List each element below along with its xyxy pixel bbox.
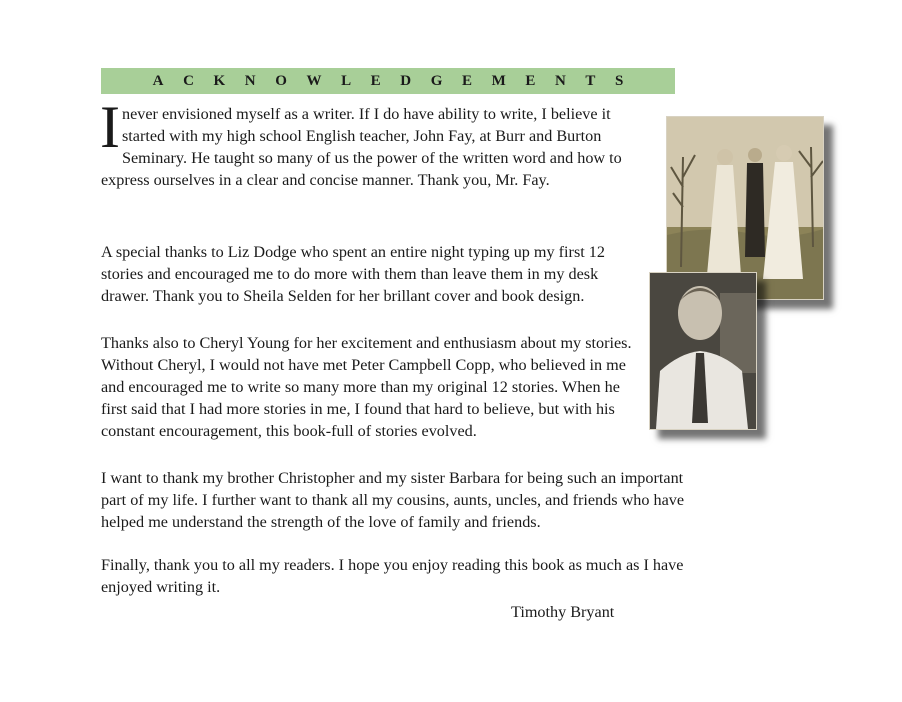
boy-portrait-illustration [650,273,756,429]
paragraph-5: Finally, thank you to all my readers. I hope you enjoy reading this book as much as I have enjoyed writing it. [101,556,684,597]
paragraph-2: A special thanks to Liz Dodge who spent an entire night typing up my first 12 stories and encouraged me to do more with them than leave them in my desk drawer. Thank you to Sheila Selden for her brillant cover and book design. [101,243,605,306]
page-title: ACKNOWLEDGEMENTS [152,72,643,89]
heading-bar [101,68,675,94]
paragraph-4: I want to thank my brother Christopher and my sister Barbara for being such an important part of my life. I further want to thank all my cousins, aunts, uncles, and friends who have helped me understand the strength of the love of family and friends. [101,469,685,532]
boy-portrait-photo [649,272,757,430]
paragraph-1-text: never envisioned myself as a writer. If I do have ability to write, I believe it started with my high school English teacher, John Fay, at Burr and Burton Seminary. He taught so many of us the power of the written word and how to express ourselves in a clear and concise manner. Thank you, Mr. Fay. [101,105,622,190]
drop-cap: I [100,94,120,160]
paragraph-1 [100,94,641,191]
author-signature: Timothy Bryant [511,603,615,621]
paragraph-3: Thanks also to Cheryl Young for her excitement and enthusiasm about my stories. Without Cheryl, I would not have met Peter Campbell Copp, who believed in me and encouraged me to write so many more than my original 12 stories. When he first said that I had more stories in me, I found that hard to believe, but with his constant encouragement, this book-full of stories evolved. [101,334,632,441]
